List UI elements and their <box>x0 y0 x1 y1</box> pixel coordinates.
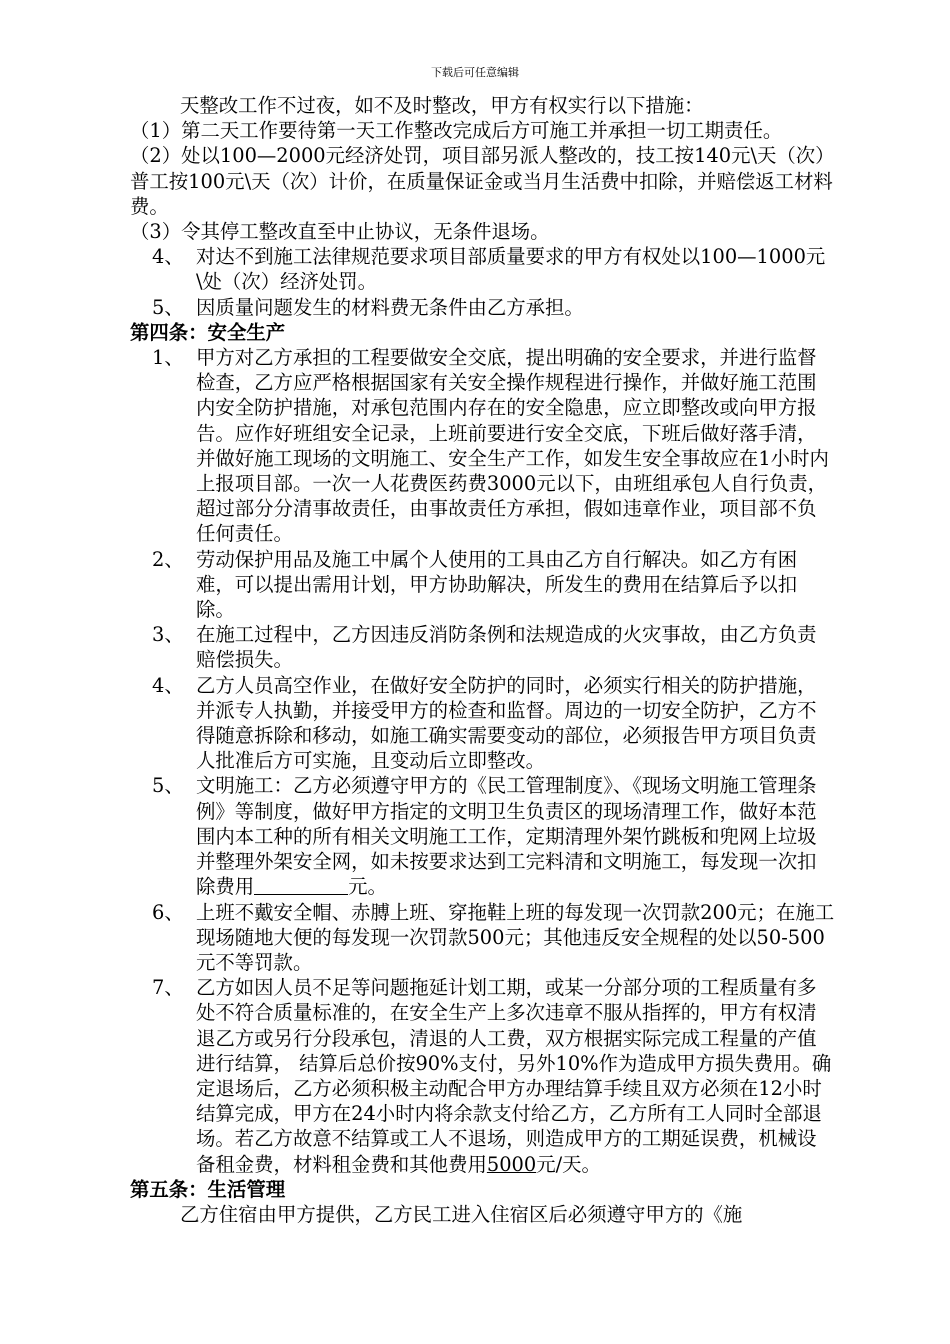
article-5-text: 乙方住宿由甲方提供，乙方民工进入住宿区后必须遵守甲方的《施 <box>180 1202 743 1226</box>
fill-in-blank <box>254 876 348 895</box>
safety-item-3 <box>130 622 835 672</box>
item-text: 乙方如因人员不足等问题拖延计划工期，或某一分部分项的工程质量有多处不符合质量标准的，在安全生产上多次违章不服从指挥的，甲方有权清退乙方或另行分段承包，清退的人工费，双方根据实际完成工程量的产值进行结算， 结算后总价按90%支付，另外10%作为造成甲方损失费用。确定退场后，乙方必须积极主动配合甲方办理结算手续且双方必须在12小时结算完成，甲方在24小时内将余款支付给乙方，乙方所有工人同时全部退场。若乙方故意不结算或工人不退场，则造成甲方的工期延误费，机械设备租金费，材料租金费和其他费用 <box>196 976 832 1176</box>
article-4-heading: 第四条：安全生产 <box>130 320 286 344</box>
item-number: 3、 <box>152 623 184 647</box>
item-text: 文明施工：乙方必须遵守甲方的《民工管理制度》、《现场文明施工管理条例》等制度，做好甲方指定的文明卫生负责区的现场清理工作，做好本范围内本工种的所有相关文明施工工作，定期清理外架竹跳板和兜网上垃圾并整理外架安全网，如未按要求达到工完料清和文明施工，每发现一次扣除费用 <box>196 774 817 899</box>
safety-item-1 <box>130 345 835 547</box>
measure-2: （2）处以100—2000元经济处罚，项目部另派人整改的，技工按140元\天（次）普工按100元\天（次）计价，在质量保证金或当月生活费中扣除，并赔偿返工材料费。 <box>130 144 835 218</box>
item-text: 乙方人员高空作业，在做好安全防护的同时，必须实行相关的防护措施，并派专人执勤，并接受甲方的检查和监督。周边的一切安全防护，乙方不得随意拆除和移动，如施工确实需要变动的部位，必须报告甲方项目负责人批准后方可实施，且变动后立即整改。 <box>196 673 817 773</box>
item-number: 4、 <box>152 245 184 269</box>
item-text: 在施工过程中，乙方因违反消防条例和法规造成的火灾事故，由乙方负责赔偿损失。 <box>196 623 817 672</box>
quality-item-5 <box>130 295 835 320</box>
measure-3: （3）令其停工整改直至中止协议，无条件退场。 <box>130 220 550 244</box>
item-suffix: 元/天。 <box>536 1152 601 1176</box>
item-text: 对达不到施工法律规范要求项目部质量要求的甲方有权处以100—1000元\处（次）经济处罚。 <box>196 245 826 294</box>
item-number: 7、 <box>152 976 184 1000</box>
document-body <box>130 93 835 1227</box>
item-number: 6、 <box>152 900 184 924</box>
underlined-amount: 5000 <box>486 1152 537 1176</box>
item-text: 甲方对乙方承担的工程要做安全交底，提出明确的安全要求，并进行监督检查，乙方应严格根据国家有关安全操作规程进行操作，并做好施工范围内安全防护措施，对承包范围内存在的安全隐患，应立即整改或向甲方报告。应作好班组安全记录，上班前要进行安全交底，下班后做好落手清，并做好施工现场的文明施工、安全生产工作，如发生安全事故应在1小时内上报项目部。一次一人花费医药费3000元以下，由班组承包人自行负责，超过部分分清事故责任，由事故责任方承担，假如违章作业，项目部不负任何责任。 <box>196 346 829 546</box>
item-text: 劳动保护用品及施工中属个人使用的工具由乙方自行解决。如乙方有困难，可以提出需用计划，甲方协助解决，所发生的费用在结算后予以扣除。 <box>196 547 798 622</box>
item-text: 上班不戴安全帽、赤膊上班、穿拖鞋上班的每发现一次罚款200元；在施工现场随地大便的每发现一次罚款500元；其他违反安全规程的处以50-500元不等罚款。 <box>196 900 835 974</box>
safety-item-4 <box>130 673 835 774</box>
item-number: 5、 <box>152 295 184 319</box>
item-number: 1、 <box>152 346 184 370</box>
item-number: 4、 <box>152 673 184 697</box>
paragraph-intro: 天整改工作不过夜，如不及时整改，甲方有权实行以下措施： <box>180 94 704 117</box>
safety-item-7 <box>130 975 835 1177</box>
quality-item-4 <box>130 244 835 294</box>
safety-item-5 <box>130 773 835 899</box>
item-number: 2、 <box>152 547 184 571</box>
safety-item-6 <box>130 900 835 976</box>
item-suffix: 元。 <box>348 875 387 899</box>
page-header: 下载后可任意编辑 <box>431 66 519 79</box>
item-text: 因质量问题发生的材料费无条件由乙方承担。 <box>196 295 584 319</box>
item-number: 5、 <box>152 774 184 798</box>
measure-1: （1）第二天工作要待第一天工作整改完成后方可施工并承担一切工期责任。 <box>130 119 783 143</box>
safety-item-2 <box>130 547 835 623</box>
article-5-heading: 第五条：生活管理 <box>130 1177 286 1201</box>
